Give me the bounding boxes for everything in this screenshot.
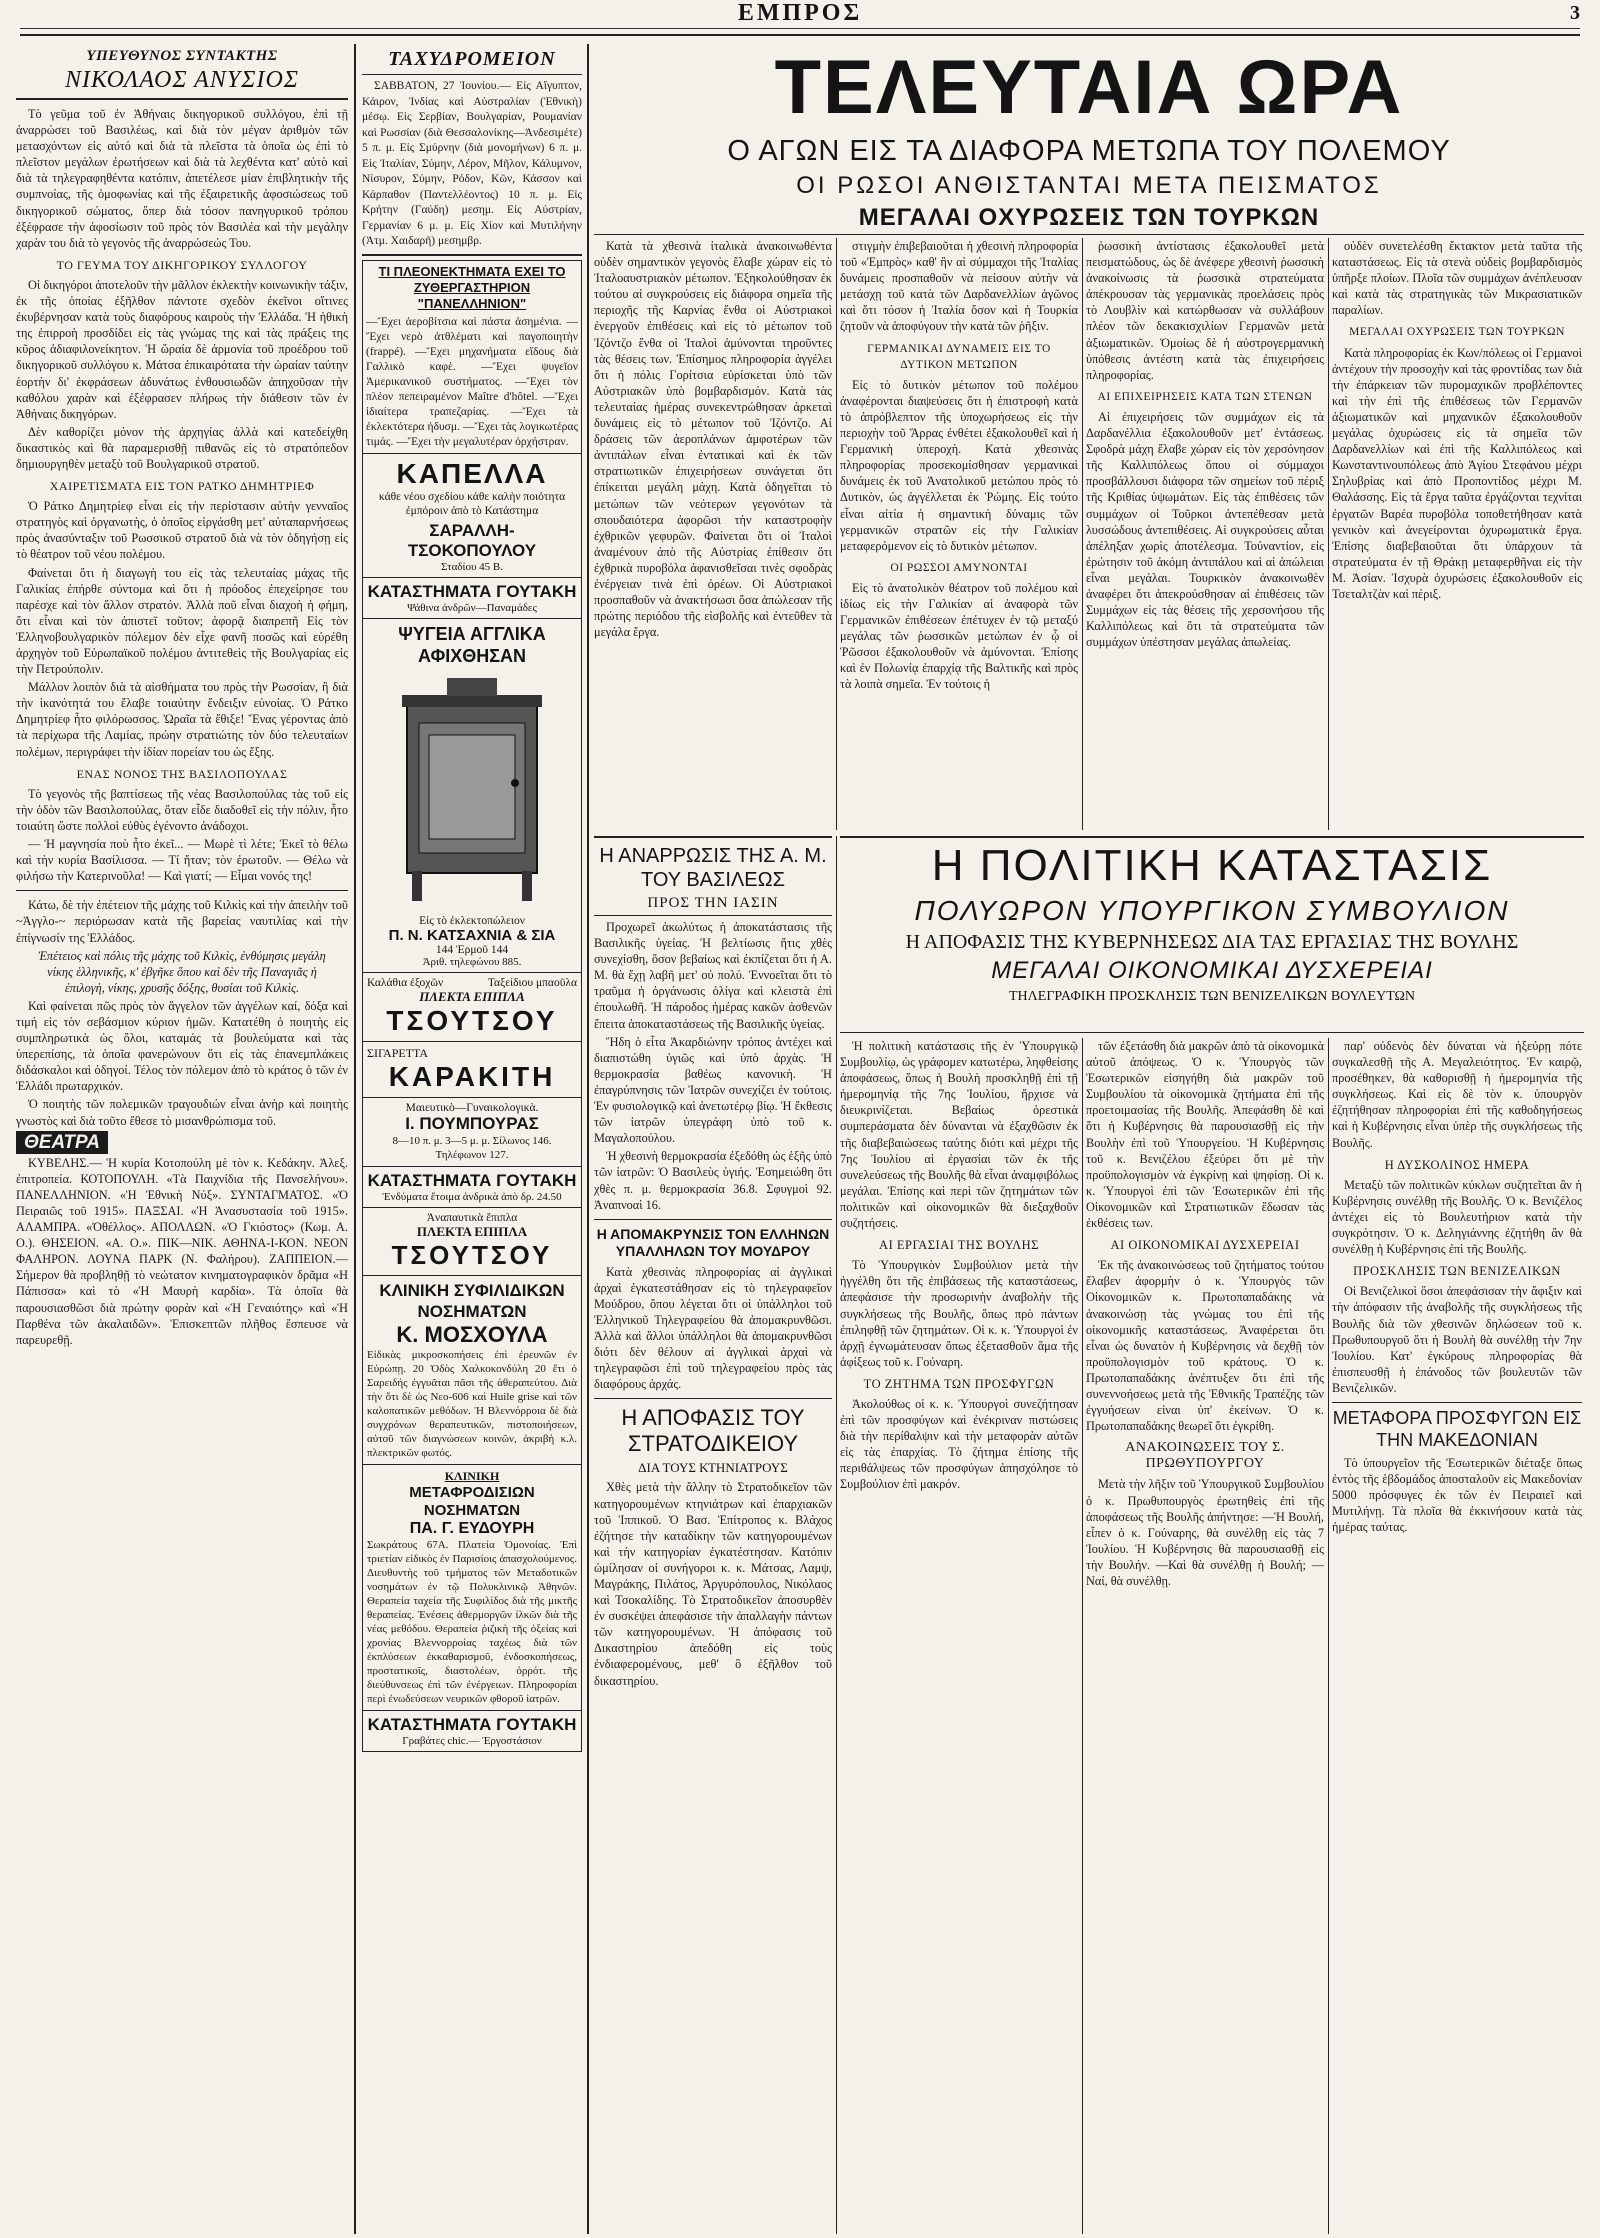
pol-line3: ΜΕΓΑΛΑΙ ΟΙΚΟΝΟΜΙΚΑΙ ΔΥΣΧΕΡΕΙΑΙ — [991, 957, 1433, 984]
ad9-sub: ΠΛΕΚΤΑ ΕΠΙΠΛΑ — [416, 1223, 528, 1239]
ad9-brand: ΤΣΟΥΤΣΟΥ — [391, 1239, 553, 1270]
left-p8: Κάτω, δὲ τὴν ἐπέτειον τῆς μάχης τοῦ Κιλκὶς καὶ τὴν ἀπειλὴν τοῦ ~Ἀγγλο-~ περιόρωσαν κατὰ τῆς βαρείας ναυτιλίας καὶ τὴν ἐπίγνωσίν της Ἑλλάδος. — [16, 898, 348, 945]
ad6-brand: ΚΑΡΑΚΙΤΗ — [388, 1060, 556, 1092]
ad4-addr: 144 Ἑρμοῦ 144 — [435, 943, 509, 956]
post-text: ΣΑΒΒΑΤΟΝ, 27 Ἰουνίου.— Εἰς Αἴγυπτον, Κάιρον, Ἰνδίας καὶ Αὐστραλίαν (Ἐθνικὴ) μέσῳ. Εἰς Σερβίαν, Βουλγαρίαν, Ρουμανίαν καὶ Ρωσσίαν (διὰ Θεσσαλονίκης—Ἀνδεσιμέτε) 5 π. μ. Εἰς Σμύρνην (διὰ μονομήνων) 6 π. μ. Εἰς Ἰταλίαν, Σύμην, Λέρον, Μῆλον, Κάλυμνον, Νίσυρον, Σύμην, Ρόδον, Κῶν, Κάσσον καὶ Κάρπαθον (Παντελλέοντος) 10 π. μ. Εἰς Κρήτην (Γαύδη) μεσημ. Εἰς Αὐστρίαν, Γερμανίαν 6 μ. μ. Εἰς Χίον καὶ Μυτιλήνην (Ἀτμ. Χαιδαρῆ) μεσημβρ. — [362, 80, 582, 247]
pol-c3-p2: Μεταξὺ τῶν πολιτικῶν κύκλων συζητεῖται ἂν ἡ Κυβέρνησις συνέλθῃ τῆς Βουλῆς. Ὁ κ. Βενιζέλος ἀντέχει εἰς τὸ Βουλευτήριον κατὰ τὴν συγκρότησιν. Ὁ κ. Δεληγιάννης ἐζητήθη ἂν θὰ συνέλθῃ ἡ Κυβέρνησις ἐπὶ τῆς Βουλῆς. — [1332, 1177, 1582, 1257]
ad3-title: ΚΑΤΑΣΤΗΜΑΤΑ ΓΟΥΤΑΚΗ — [367, 581, 577, 601]
war-c4-p2: Κατὰ πληροφορίας ἐκ Κων/πόλεως οἱ Γερμανοὶ ἀντέχουν τὴν προσοχὴν καὶ τὰς φροντίδας των διὰ τὴν ἐπάρκειαν τῶν πυρομαχικῶν προβλέποντες καὶ τὴν ἐπὶ τῆς ἐπιθέσεως τῶν Γερμανῶν ἀξιωματικῶν καὶ μηχανικῶν ἐξακολουθοῦν μεγάλας ὀχυρώσεις εἰς τὰ σημεῖα τῶν Δαρδανελλίων καὶ ἐπὶ τῆς Καλλιπόλεως καὶ Κωνσταντινουπόλεως ἀπὸ Ἁγίου Στεφάνου μέχρι Σηλυβρίας καὶ ἀπὸ Προποντίδος μέχρι Μ. Θαλάσσης. Εἰς τὰ ἔργα ταῦτα ἐργάζονται τεχνίται ἐργατῶν Βαρέα πυροβόλα τοποθετήθησαν κατὰ γενικὸν καὶ ἀνεγείρονται ὀχυρωματικὰ ἔργα. Ἐπίσης διαβεβαιοῦται ὅτι ὑπάρχουν τὰ στρατεύματα ἐν τῇ Θράκῃ μεταφερθῆναι εἰς τὴν Μ. Ἀσίαν. Ἰσχυρὰ ὀχυρώσεις ἐξακολουθοῦν εἰς Τσεταλτζὰν καὶ πέριξ. — [1332, 345, 1582, 601]
ad7-top: Μαιευτικὸ—Γυναικολογικὰ. — [405, 1101, 539, 1114]
ad-poumpouras — [362, 1098, 582, 1167]
ad8-title: ΚΑΤΑΣΤΗΜΑΤΑ ΓΟΥΤΑΚΗ — [367, 1170, 577, 1190]
war-col-2 — [840, 238, 1078, 830]
editor-name: ΝΙΚΟΛΑΟΣ ΑΝΥΣΙΟΣ — [16, 67, 348, 100]
left-sub1: ΤΟ ΓΕΥΜΑ ΤΟΥ ΔΙΚΗΓΟΡΙΚΟΥ ΣΥΛΛΟΓΟΥ — [56, 257, 308, 272]
pol-col-3 — [1332, 1038, 1582, 2234]
pol-col-2 — [1086, 1038, 1324, 2234]
masthead-title: ΕΜΠΡΟΣ — [737, 0, 863, 26]
ad1-title: ΤΙ ΠΛΕΟΝΕΚΤΗΜΑΤΑ ΕΧΕΙ ΤΟ ΖΥΘΕΡΓΑΣΤΗΡΙΟΝ "ΠΑΝΕΛΛΗΝΙΟΝ" — [378, 263, 566, 311]
left-p5: Φαίνεται ὅτι ἡ διαγωγὴ του εἰς τὰς τελευταίας μάχας τῆς Γαλικίας ἐπήρθε σύντομα καὶ ὅτι ἡ πρόοδος ἐπεχείρησε του παρέσχε καὶ τὸν ἄλλον στρατόν. Ἀλλὰ ποῦ εἶναι διαχοὴ ἡ φήμη, ὅτι εἶναι καὶ τὸν ἀπιστεῖ τοῦτον; ἀφορᾷ διαπρεπῆ Εἰς τὸν Ἑλληνοβουλγαρικὸν πόλεμον δὲν εἶχε φανῆ ποσῶς καὶ εὑρέθη ἀρχηγὸν τοῦ Εὐρωπαϊκοῦ πολέμου ἀντιτεθεὶς τῆς Βουλγαρίας εἰς τὴν Πετρούπολιν. — [16, 565, 348, 677]
pol-col-1 — [840, 1038, 1078, 2234]
pol-line2: Η ΑΠΟΦΑΣΙΣ ΤΗΣ ΚΥΒΕΡΝΗΣΕΩΣ ΔΙΑ ΤΑΣ ΕΡΓΑΣΙΑΣ ΤΗΣ ΒΟΥΛΗΣ — [905, 931, 1519, 953]
ad4-shop: Π. Ν. ΚΑΤΣΑΧΝΙΑ & ΣΙΑ — [388, 926, 556, 944]
column-left — [16, 48, 348, 2234]
war-c2-p3: Εἰς τὸ ἀνατολικὸν θέατρον τοῦ πολέμου καὶ ἰδίως εἰς τὴν Γαλικίαν αἱ ἀναφορὰ τῶν Γερμανικῶν ἐπιθέσεων ἐπέτυχεν ἐν τῷ μεταξύ μεγάλας τῶν ῥωσσικῶν μετώπων ἐν ᾧ οἱ Ῥῶσσοι ἐξακολουθοῦν νὰ ἀμύνονται. Ἐπίσης καὶ ἐν Πολωνίᾳ ἐπαρχίᾳ τῆς Βαλτικῆς καὶ πρὸς τὰ λοιπὰ σημεῖα. Ἐν τούτοις ἡ — [840, 580, 1078, 692]
war-c3-p2: Αἱ ἐπιχειρήσεις τῶν συμμάχων εἰς τὰ Δαρδανέλλια ἐξακολουθοῦν μετ' ἐντάσεως. Σφοδρὰ μάχη ἔλαβε χώραν εἰς τὸν χερσόνησον τῆς Καλλιπόλεως ὅπου οἱ σύμμαχοι προσβάλλουσι διάφορα τῶν σημείων τοῦ πέριξ τῆς Κριθίας ὑψωμάτων. Εἰς τὰς ἐπιθέσεις τῶν συμμάχων οἱ Τοῦρκοι ἀντεπέθεσαν μετὰ λυσσώδους ἀντεπιθέσεις. Αἱ συγκρούσεις αὗται ἀπέληξαν χωρὶς ἀποτέλεσμα. Τοὐναντίον, εἰς ἐρώτησιν τοῦ ἀκόμη ἀντιπάλου καὶ αἱ ἀπώλειαι εἶναι μεγάλαι. Τουρκικὸν ἀνακοινωθὲν ἀναφέρει ὅτι ἀπεκρούσθησαν αἱ ἐπιθέσεις τῶν Συμμάχων εἰς τὰς θέσεις τῆς χερσονήσου τῆς Καλλιπόλεως καὶ ὅτι τὰ στρατεύματα τῶν συμμάχων ὑπέστησαν μεγάλας ἀπωλείας. — [1086, 409, 1324, 650]
banner-line2: ΟΙ ΡΩΣΟΙ ΑΝΘΙΣΤΑΝΤΑΙ ΜΕΤΑ ΠΕΙΣΜΑΤΟΣ — [796, 172, 1382, 199]
mid-column — [594, 836, 832, 2234]
pol-c3-h3: ΜΕΤΑΦΟΡΑ ΠΡΟΣΦΥΓΩΝ ΕΙΣ ΤΗΝ ΜΑΚΕΔΟΝΙΑΝ — [1332, 1402, 1582, 1451]
fridge-illustration — [387, 673, 557, 909]
war-c3-h1: ΑΙ ΕΠΙΧΕΙΡΗΣΕΙΣ ΚΑΤΑ ΤΩΝ ΣΤΕΝΩΝ — [1097, 390, 1313, 403]
mid-p5: Χθὲς μετὰ τὴν ἄλλην τὸ Στρατοδικεῖον τῶν κατηγορουμένων κτηνιάτρων καὶ ἐπαρχιακῶν τοῦ Ἱππικοῦ. Ὁ Βασ. Ἐπίτροπος κ. Βλάχος ἐζήτησε τὴν καταδίκην τῶν κατηγορουμένων καὶ τὴν κατηγορίαν ἐγκατέστησαν. Κατόπιν ὡμίλησαν οἱ συνήγοροι κ. κ. Μάτσας, Λαμψ, Μαγράκης, Πιλάτος, Ἀργυρόπουλος, Νικόλαος καὶ Τσοκαλίδης. Τὸ Στρατοδικεῖον ἀποσυρθὲν ἐν συσκέψει ἀπεφάσισε τὴν ἀπαλλαγὴν πάντων τῶν κατηγορουμένων. Ἡ ἀπόφασις τοῦ Δικαστηρίου ἀπεδόθη εἰς τοὺς ἐνδιαφερομένους, μεθ' ὃ ἐξῆλθον τοῦ δικαστηρίου. — [594, 1480, 832, 1688]
ad-goutaki-1 — [362, 578, 582, 619]
banner-line1: Ο ΑΓΩΝ ΕΙΣ ΤΑ ΔΙΑΦΟΡΑ ΜΕΤΩΠΑ ΤΟΥ ΠΟΛΕΜΟΥ — [727, 135, 1451, 167]
left-p6: Μάλλον λοιπὸν διὰ τὰ αἰσθήματα του πρὸς τὴν Ρωσσίαν, ἢ διὰ τὴν ἱκανότητά του ἔλαβε τοιαύτην ἔνδειξιν εὐνοίας. Ὁ Ράτκο Δημητρίεφ ἦτο φιλόρωσσος. Ὡραῖα τὰ ἔθιξε! Ἕνας γέροντας ἀπὸ τὰ περίχωρα τῆς Λαμίας, πρώην στρατιώτης τὸν δύο τελευταίων πολέμων, περιγράφει τὴν ἰδίαν πορείαν του ὡς ἔξης. — [16, 680, 348, 759]
pol-c2-h1: ΑΙ ΟΙΚΟΝΟΜΙΚΑΙ ΔΥΣΧΕΡΕΙΑΙ — [1110, 1238, 1300, 1253]
politics-header — [840, 836, 1584, 1028]
mid-p4: Κατὰ χθεσινὰς πληροφορίας αἱ ἀγγλικαὶ ἀρχαὶ ἐγκατεστάθησαν εἰς τὸ τηλεγραφεῖον Μούδρου, ὅπου λέγεται ὅτι οἱ ὑπάλληλοι τοῦ Ἑλληνικοῦ Τηλεγραφείου θὰ ἀπομακρυνθῶσι. Ἀλλὰ καὶ ἄλλοι ὑπάλληλοι θὰ ἀπομακρυνθῶσι διότι δὲν θέλουν αἱ ἀγγλικαὶ ἀρχαὶ νὰ τηλεγραφῶσι ἐπὶ τοῦ τηλεγραφείου πρὸς τὰς διαφόρους ἀρχάς. — [594, 1264, 832, 1392]
banner-title: ΤΕΛΕΥΤΑΙΑ ΩΡΑ — [774, 45, 1404, 130]
ad6-pre: ΣΙΓΑΡΕΤΤΑ — [367, 1045, 429, 1060]
pol-c2-p3: Μετὰ τὴν λῆξιν τοῦ Ὑπουργικοῦ Συμβουλίου ὁ κ. Πρωθυπουργὸς ἐρωτηθεὶς ἐπὶ τῆς ἀποφάσεως τῆς Βουλῆς ἀπήντησε: —Ἡ Βουλή, εἶπεν ὁ κ. Γούναρης, θὰ συνέλθῃ εἰς τὰς 7 Ἰουλίου. Ἡ Κυβέρνησις θὰ παρουσιασθῇ εἰς τὴν Βουλήν. —Καὶ θὰ συνέλθῃ ἡ Βουλή; —Ναί, θὰ συνέλθῃ. — [1086, 1477, 1324, 1588]
left-p2: Οἱ δικηγόροι ἀποτελοῦν τὴν μᾶλλον ἐκλεκτὴν κοινωνικὴν τάξιν, ἐκ τῆς ὁποίας ἐξῆλθον πάντοτε σχεδὸν ἐκεῖνοι οἵτινες ἐκυβέρνησαν κατὰ τοὺς διαφόρους καιροὺς τὴν Ἑλλάδα. Ἡ ἠθικὴ της ἐπιρροὴ προσδίδει εἰς τὰς γνώμας της καὶ τὰς πράξεις της κῦρος ἀδιαφιλονείκητον. Ἡ ὥραία δὲ ἀρμονία τοῦ προέδρου τοῦ δικηγορικοῦ συλλόγου κ. Μάτσα ἐπικαιρότατα τὴν ὡραίαν ταύτην ἑορτὴν δι' ἐκφράσεων ἀδυνάτως ἐνθουσιωδῶν ἀπηχοῦσαν τὴν καθόλου χαρὰν καὶ ἐξέφρασεν πλήρως τὴν διάθεσιν τῶν ἐν Ἀθήναις δικηγόρων. — [16, 277, 348, 421]
pol-c3-h2: ΠΡΟΣΚΛΗΣΙΣ ΤΩΝ ΒΕΝΙΖΕΛΙΚΩΝ — [1353, 1264, 1561, 1279]
left-sub2: ΧΑΙΡΕΤΙΣΜΑΤΑ ΕΙΣ ΤΟΝ ΡΑΤΚΟ ΔΗΜΗΤΡΙΕΦ — [49, 479, 315, 494]
ad11-name: ΠΑ. Γ. ΕΥΔΟΥΡΗ — [409, 1519, 535, 1537]
prosfyges-h1: ΤΟ ΖΗΤΗΜΑ ΤΩΝ ΠΡΟΣΦΥΓΩΝ — [863, 1376, 1055, 1391]
war-col-3 — [1086, 238, 1324, 830]
left-p9: Καὶ φαίνεται πῶς πρὸς τὸν ἄγγελον τῶν ἀγγέλων καί, δόξα καὶ τιμή εἰς τὸν σεβάσμιον κύριον ἡμῶν. Κατατέθη ὁ ποιητὴς εἰς συμπληρωτικὰ ὡς ὅλοι, καταμάς τὰ βουλεύματα καὶ τὰς ὑπερεπίσης, τὰ ὁποῖα φανερώνουν ὅτι εἰς τὰς ἐπανεμπλάκεις διδάσκαλοι καὶ ὁδηγοί. Τέλος τὸν πόλεμον ἀπὸ τὸ κράτος ὁ τῶν ἐν Ἑλλάδι πρωταρχικόν. — [16, 998, 348, 1094]
theatre-text: ΚΥΒΕΛΗΣ.— Ἡ κυρία Κοτοπούλη μὲ τὸν κ. Κεδάκην. Ἀλεξ. ἐπιτροπεία. ΚΟΤΟΠΟΥΛΗ. «Τὰ Παιχνίδια τῆς Πανσελήνου». ΠΑΝΕΛΛΗΝΙΟΝ. «Ἡ Ἐθνικὴ Νύξ». ΣΥΝΤΑΓΜΑΤΟΣ. «Ὁ Πειραιῶς τοῦ 1915». ΠΑΞΣΑΙ. «Ἡ Ἀνασυστασία τοῦ 1915». ΑΛΑΜΠΡΑ. «Ὀθέλλος». ΑΠΟΛΛΩΝ. «Ὁ Γκιόστος» (Κωμ. Α. Ο.). ΘΗΣΕΙΟΝ. «Α. Ο.». ΠΙΚ—ΝΙΚ. ΑΘΗΝΑ-Ι-ΚΟΝ. ΝΕΟΝ ΦΑΛΗΡΟΝ. ΛΟΥΝΑ ΠΑΡΚ (Ν. Φαλήρου). ΖΑΠΠΕΙΟΝ.— Σήμερον θὰ προβληθῇ τὸ νεώτατον κινηματογραφικὸν δρᾶμα «Η Πάπισσα» καὶ τὸ «Ἡ Μαυρὴ καρδία». Τὰ ὁποῖα θὰ παρουσιασθῶσι διὰ πρώτην φορὰν καὶ «Ἡ Γεναιότης» καὶ «Ἡ Παρθένα τῶν ἀκαλαιδῶν». Ἐπισκεπτῶν πλῆθος ἔσπευσε νὰ παρευρεθῇ. — [16, 1155, 348, 1347]
pol-c2-p2: Ἐκ τῆς ἀνακοινώσεως τοῦ ζητήματος τούτου ἔλαβεν ἀφορμὴν ὁ κ. Ὑπουργὸς τῶν Οἰκονομικῶν κ. Πρωτοπαπαδάκης νὰ ἀνακοινώσῃ τὰς γνώμας του ἐπὶ τῆς οἰκονομικῆς καταστάσεως. Ἀναφέρεται ὅτι εἶναι ὡς δυνατὸν ἡ Κυβέρνησις νὰ δεχθῇ τὸν προϋπολογισμὸν τοῦ κράτους. Ὁ κ. Πρωτοπαπαδάκης ἀνέπτυξεν ὅτι ἐπὶ τῆς συνεννοήσεως μετὰ τῆς Ἐθνικῆς Τραπέζης τῶν ἐγγυήσεων εἰναι ὑπ' ἐκείνων. Ὁ κ. Πρωτοπαπαδάκης θεωρεῖ ὅτι ἐγκρίθη. — [1086, 1258, 1324, 1434]
war-c2-p2: Εἰς τὸ δυτικὸν μέτωπον τοῦ πολέμου ἀναφέρονται διαψεύσεις ὅτι ἡ ἐπιστροφὴ κατὰ τὸ ἀπρόβλεπτον τῆς ὑποχωρήσεως εἰς τὴν περιοχὴν τοῦ Ἄρρας ἐνθέτει ἐξακολουθεῖ καὶ ἡ Γερμανικὴ ὑπεροχὴ. Κατὰ χθεσινὰς πληροφορίας προσεκομίσθησαν γερμανικαὶ δυνάμεις ἐκ τοῦ Ἀνατολικοῦ μετώπου πρὸς τὸ Δυτικὸν, ὡς ἀγγέλλεται ἐκ Ῥώμης. Εἰς τούτο εἶναι αἰτία ἡ σημαντικὴ δύναμις τῶν γερμανικῶν στρατῶν εἰς τὴν Γαλικίαν μεταφερόμενον εἰς τὸ δυτικὸν μέτωπον. — [840, 377, 1078, 553]
pol-line1: ΠΟΛΥΩΡΟΝ ΥΠΟΥΡΓΙΚΟΝ ΣΥΜΒΟΥΛΙΟΝ — [914, 895, 1510, 926]
ad3-sub: Ψάθινα ἀνδρῶν—Παναμάδες — [407, 601, 537, 614]
column-ads — [362, 48, 582, 2234]
editor-label: ΥΠΕΥΘΥΝΟΣ ΣΥΝΤΑΚΤΗΣ — [86, 48, 278, 64]
left-sub3: ΕΝΑΣ ΝΟΝΟΣ ΤΗΣ ΒΑΣΙΛΟΠΟΥΛΑΣ — [76, 766, 288, 781]
pol-c1-h1: ΑΙ ΕΡΓΑΣΙΑΙ ΤΗΣ ΒΟΥΛΗΣ — [879, 1238, 1039, 1253]
left-p3: Δὲν καθορίζει μόνον τὴς ἀρχηγίας ἀλλὰ καὶ κατεδείχθη δικαστικὸς καὶ θὰ παραμερισθῇ πιθανῶς εἰς τὸ στρατόπεδον δημιουργηθὲν μεταξὺ τοῦ Βουλγαρικοῦ στρατοῦ. — [16, 424, 348, 471]
pol-c3-h1: Η ΔΥΣΚΟΛΙΝΟΣ ΗΜΕΡΑ — [1384, 1157, 1530, 1172]
mid-p1: Προχωρεῖ ἀκωλύτως ἡ ἀποκατάστασις τῆς Βασιλικῆς ὑγείας. Ἡ βελτίωσις ἥτις χθὲς συνεχίσθη, ὅσον βεβαίως καὶ ἐκπίζεται ὅτι ἡ Α. Μ. θὰ ἔχῃ λαβῆ μετ' οὐ πολύ. Ἐννοεῖται ὅτι τὸ τραῦμα ἡ ὀργάνωσις ὀλίγα καὶ κλειστὰ ἐπὶ ἐπουλωθῆ. Ἡ πάροδος ἡμέρας κακῶν ἀσθενῶν ἔπειτα ἀποκαταστάσεως τῆς Βασιλικῆς ὑγείας. — [594, 920, 832, 1031]
banner-line3: ΜΕΓΑΛΑΙ ΟΧΥΡΩΣΕΙΣ ΤΩΝ ΤΟΥΡΚΩΝ — [858, 204, 1320, 231]
post-head: ΤΑΧΥΔΡΟΜΕΙΟΝ — [362, 48, 582, 75]
war-c2-p1: στιγμὴν ἐπιβεβαιοῦται ἡ χθεσινὴ πληροφορία τοῦ «Ἐμπρὸς» καθ' ἣν αἱ σύμμαχοι τῆς Ἰταλίας δυνάμεις προσπαθοῦν νὰ πείσουν αὐτὴν νὰ μετάσχῃ τοῦ κατὰ τῶν Δαρδανελλίων ἀγῶνος καὶ ὅτι τόσον ἡ Ἰταλία ὅσον καὶ ἡ Τουρκία ζητοῦν νὰ ἀποφύγουν τὴν κατὰ τῶν ῥῆξιν. — [840, 239, 1078, 334]
ad-kapella — [362, 454, 582, 578]
war-c1: Κατὰ τὰ χθεσινὰ ἰταλικὰ ἀνακοινωθέντα οὐδὲν σημαντικὸν γεγονὸς ἔλαβε χώραν εἰς τὸ Ἰταλοαυστριακὸν μέτωπον. Ἐξηκολούθησαν ἐκ τούτου αἱ συγκρούσεις εἰς διάφορα σημεῖα τῆς περιοχῆς τῆς Καρνίας ἔνθα οἱ Αὐστριακοὶ ἐνεργοῦν ἐπιθέσεις καὶ εἰς τὸ μέτωπον τοῦ Ἰζόντζο ἔνθα οἱ Ἰταλοὶ ἀμύνονται τηροῦντες τὰς θέσεις των. Ἐπίσημος πληροφορία ἀγγέλει ὅτι ἡ πόλις Γορίτσια εὑρίσκεται ὑπὸ τῶν Αὐστριακῶν ὑπὸ βομβαρδισμόν. Κατὰ τὰς τελευταίας ἡμέρας συνεκεντρώθησαν ἀρκεταὶ δυνάμεις εἰς τὸ μέτωπον τοῦ Ἰζόντζο. Αἱ δράσεις τῶν ἀεροπλάνων ἀμφοτέρων τῶν ἀντιπάλων εἶναι ἐντατικαὶ καὶ ἐκ τῶν στρατιωτικῶν ἐπιχειρήσεων συνάγεται ὅτι ἐπίκειται μεγάλη μάχη. Κατὰ ὁδηγεῖται τὸ μετώπων τῶν νεότερων γεγονότων τὰ σπουδαιότερα ἀφορῶσι τὴν καταστροφὴν ἐχθρικῶν γεφυρῶν. Φαίνεται ὅτι οἱ Ἰταλοὶ ἀναμένουν ἀπὸ τῆς Αὐστρίας ἐπίθεσιν ὅτι ἐχθρικὰ πυροβόλα ἀφανισθεῖσαι τινὲς σφοδρὰς ἐνέργειαν τινὰ ἐπὶ ὀρέων. Οἱ Αὐστριακοὶ προσπαθοῦν νὰ ἀνακτήσωσι ὅσα ἀπώλεσαν τῆς πρώτης περιόδου τῆς εἰσβολῆς καὶ ἐντεῦθεν τὰ μεγάλα ἔργα. — [594, 239, 832, 640]
left-p10: Ὁ ποιητὴς τῶν πολεμικῶν τραγουδιών εἶναι ἀνὴρ καὶ ποιητὴς γνωστὸς καὶ διὰ τοῦτο ἔθεσε τὸ μισανθρώπισμα τοῦ. — [16, 1097, 348, 1128]
ad12-title: ΚΑΤΑΣΤΗΜΑΤΑ ΓΟΥΤΑΚΗ — [367, 1714, 577, 1734]
page-number: 3 — [1570, 2, 1580, 24]
pol-c3-p3: Οἱ Βενιζελικοὶ ὅσοι ἀπεφάσισαν τὴν ἄφιξιν καὶ τὴν ἀπόφασιν τῆς ἀναβολῆς τῆς συγκλήσεως τῆς Βουλῆς διὰ τῶν χθεσινῶν δηλώσεων τοῦ κ. Πρωθυπουργοῦ ὅτι ἡ Βουλὴ θὰ συνέλθῃ τὴν 7ην Ἰουλίου. Κατ' ἐγκύρους πληροφορίας θὰ ἐπισπευσθῇ ἡ ἐπάνοδος τῶν βουλευτῶν τῶν Βενιζελικῶν. — [1332, 1284, 1582, 1395]
ad8-sub: Ἐνδύματα ἔτοιμα ἀνδρικὰ ἀπὸ δρ. 24.50 — [382, 1190, 562, 1203]
war-c2-h2: ΟΙ ΡΩΣΣΟΙ ΑΜΥΝΟΝΤΑΙ — [890, 561, 1028, 574]
pol-line4: ΤΗΛΕΓΡΑΦΙΚΗ ΠΡΟΣΚΛΗΣΙΣ ΤΩΝ ΒΕΝΙΖΕΛΙΚΩΝ ΒΟΥΛΕΥΤΩΝ — [1008, 989, 1416, 1004]
ad-goutaki-2 — [362, 1167, 582, 1208]
war-c3-p1: ῥωσσικὴ ἀντίστασις ἐξακολουθεῖ μετὰ πεισματώδους, ὡς δὲ ἀνέφερε χθεσινὴ ῥωσσικὴ ἀνακοίνωσις τὰ ῥωσσικὰ στρατεύματα ἀπέκρουσαν τὰς γερμανικὰς προελάσεις πρὸς τὸ Λουβλὶν καὶ κατώρθωσαν νὰ συλλάβουν πλέον τῶν δεκακισχιλίων Γερμανῶν μετὰ ἀξιωματικῶν. Ὁμοίως δὲ ἡ αὐστρογερμανικὴ ὑπόθεσις ἀντέστη κατὰ τὰς ἐπιχειρήσεις πληροφορίας. — [1086, 239, 1324, 382]
ad2-text: κάθε νέου σχεδίου κάθε καλὴν ποιότητα ἐμπόροιν ἀπὸ τὸ Κατάστημα — [378, 490, 566, 517]
ad5-right: Ταξείδιου μπαοῦλα — [487, 976, 577, 989]
ad-evdouri — [362, 1465, 582, 1711]
mid-h1: Η ΑΝΑΡΡΩΣΙΣ ΤΗΣ Α. Μ. ΤΟΥ ΒΑΣΙΛΕΩΣ — [599, 845, 827, 891]
ad10-text: Εἰδικὰς μικροσκοπήσεις ἐπὶ ἐρευνῶν ἐν Εὐρώπῃ. 20 Ὁδὸς Χαλκοκονδύλη 20 ἔτι ὁ Σαρειδής ἐγγυᾶται πᾶσι τῆς ἀθεραπεύτου. Διὰ τὴν ὅτι δὲ ὡς Νεο-606 καὶ Huile grise καὶ τῶν καλοπατικῶν μεθόδων. Ἡ Βλεννόρροια δὲ διὰ συγχρόνων θεραπευτικῶν, πιστοποιήσεων, αὐτοῦ τῶν διαγνώσεων κοινῶν, ἀκριβὴ κ.λ. πλεκτρικῶν φωτός. — [367, 1348, 577, 1459]
ad-karakiti — [362, 1042, 582, 1098]
pol-c1-p1: Ἡ πολιτικὴ κατάστασις τῆς ἐν Ὑπουργικῷ Συμβουλίῳ, ὡς γράφομεν κατωτέρω, ληφθείσης ἀποφάσεως, ὅπως ἡ Βουλὴ προσκληθῇ ἐπὶ τῇ ἡμερομηνίᾳ τῆς 7ης Ἰουλίου, ἤρχισε νὰ διευκρινίζεται. Βεβαίως ὀρεστικὰ συμπεράσματα δὲν δύνανται νὰ ἐξαχθῶσιν ἐκ τῆς διαβεβαιώσεως ταύτης διότι καὶ μέχρι τῆς 7ης Ἰουλίου αἱ ἐργασίαι τῶν ἐκ τῆς συνελεύσεως τῆς Βουλῆς θὰ εἶναι ἀναμφιβόλως μεγάλαι. Ἐπίσης καὶ περὶ τῶν ζητημάτων τῶν πολιτικῶν καὶ οἰκονομικῶν θὰ διεξαχθοῦν συζητήσεις. — [840, 1039, 1078, 1231]
war-c4-p1: οὐδὲν συνετελέσθη ἔκτακτον μετὰ ταῦτα τῆς καταστάσεως. Εἰς τὰ στενὰ οὐδεὶς βομβαρδισμὸς ὑπῆρξε πλοίων. Πλοῖα τῶν συμμάχων ἀνέπλευσαν καὶ κατὰ τὰς στρατηγικὰς τῶν Μικρασιατικῶν παραλίων. — [1332, 239, 1582, 318]
banner — [594, 46, 1584, 232]
ad5-sub: ΠΛΕΚΤΑ ΕΠΙΠΛΑ — [419, 988, 525, 1004]
pol-c3-p4: Τὸ ὑπουργεῖον τῆς Ἐσωτερικῶν διέταξε ὅπως ἐντὸς τῆς ἑβδομάδος ἀποσταλοῦν εἰς Μακεδονίαν 5000 πρόσφυγες ἐκ τῶν ἐν Πειραιεῖ καὶ Μυτιλήνῃ. Τὰ πλοῖα θὰ ἐκκινήσουν κατὰ τὰς ἡμέρας ταύτας. — [1332, 1455, 1582, 1535]
ad10-name: Κ. ΜΟΣΧΟΥΛΑ — [396, 1321, 548, 1347]
ad9-top: Ἀναπαυτικὰ ἔπιπλα — [426, 1211, 518, 1224]
ad-tsoutsou-1 — [362, 973, 582, 1042]
ad10-title: ΚΛΙΝΙΚΗ ΣΥΦΙΛΙΔΙΚΩΝ ΝΟΣΗΜΑΤΩΝ — [379, 1280, 565, 1321]
ad11-text: Σωκράτους 67Α. Πλατεία Ὁμονοίας. Ἐπὶ τριετίαν εἰδικὸς ἐν Παρισίοις ἀπασχολούμενος. Διευθυντὴς τοῦ τμήματος τῶν Μεταδοτικῶν νοσημάτων ἐν τῷ Πολυκλινικῷ Ἀθηνῶν. Θεραπεία ταχεία τῆς Συφιλίδος διὰ τῆς μικτῆς θεραπείας. Ἐνέσεις ἀθερμοργῶν ἰλκῶν διὰ τῆς νέας μεθόδου. Θεραπεία ῥιζικὴ τῆς ὀξείας καὶ χρονίας Βλεννορροίας ταχέως διὰ τῶν ἐκπλύσεων ἐκκαθαρισμοῦ, ἐνδοσκοπήσεως, προστατικοῖς, διαστολέων, ὀρρότ. τῆς διεύθυνσεως ἐπὶ τῶν ἐνέργειων. Πληροφορίαι περὶ ἐνωδεύσεων νευρικῶν φθοροῦ ἰατρῶν. — [367, 1538, 577, 1705]
ad-moschoula — [362, 1276, 582, 1465]
pol-c3-p1: παρ' οὐδενὸς δὲν δύναται νὰ ἠξεύρῃ πότε συγκαλεσθῇ τῆς Α. Μεγαλειότητος. Ἐν καιρῷ, προσέθηκεν, θὰ καθορισθῇ ἡ ἡμερομηνία τῆς συγκλήσεως. Καὶ εἰς δὲ τὸν κ. ὑπουργὸν ἐζητήθησαν πληροφορίαι ἐπὶ τῆς καθοδηγήσεως καὶ ἡ Κυβέρνησις εἶναι ὑπὲρ τῆς συγκλήσεως τῆς Βουλῆς. — [1332, 1039, 1582, 1150]
war-c4-h1: ΜΕΓΑΛΑΙ ΟΧΥΡΩΣΕΙΣ ΤΩΝ ΤΟΥΡΚΩΝ — [1349, 326, 1565, 339]
ad2-title: ΚΑΠΕΛΛΑ — [396, 457, 548, 489]
war-c2-h1: ΓΕΡΜΑΝΙΚΑΙ ΔΥΝΑΜΕΙΣ ΕΙΣ ΤΟ ΔΥΤΙΚΟΝ ΜΕΤΩΠΟΝ — [867, 342, 1051, 371]
ad1-text: —Ἔχει ἀεροβίτσια καὶ πάστα ἀσημένια. —Ἔχει νερὸ ἀτθλέματι καὶ παγοποιητὴν (frappé). —Ἔχει μηχανήματα εἴδους διὰ Γαλλικὸ καφὲ. —Ἔχει ψυγεῖον Ἀμερικανικοῦ συστήματος. —Ἔχει τὸν πλέον πεπειραμένον Maître d'hôtel. —Ἔχει ἰδιαίτερα τραπεζαρίας. —Ἔχει τὰ ἐκλεκτότερα ἡδυσμ. —Ἔχει τὰς λογικωτέρας τιμάς. —Ἔχει τὴν μεγαλυτέραν ὀρχήστραν. — [366, 315, 578, 448]
ad2-shop: ΣΑΡΑΛΛΗ-ΤΣΟΚΟΠΟΥΛΟΥ — [407, 520, 537, 560]
pol-title: Η ΠΟΛΙΤΙΚΗ ΚΑΤΑΣΤΑΣΙΣ — [931, 841, 1493, 890]
mid-h3: Η ΑΠΟΦΑΣΙΣ ΤΟΥ ΣΤΡΑΤΟΔΙΚΕΙΟΥ — [621, 1405, 805, 1457]
pol-c2-h2: ΑΝΑΚΟΙΝΩΣΕΙΣ ΤΟΥ Σ. ΠΡΩΘΥΠΟΥΡΓΟΥ — [1125, 1440, 1285, 1472]
ad-goutaki-3 — [362, 1711, 582, 1752]
mid-h3-sub: ΔΙΑ ΤΟΥΣ ΚΤΗΝΙΑΤΡΟΥΣ — [638, 1460, 788, 1476]
left-p4: Ὁ Ράτκο Δημητρίεφ εἶναι εἰς τὴν περίστασιν αὐτὴν γενναῖος στρατηγὸς καὶ ὀργανωτὴς, ὁ ὁποῖος εἰργάσθη μετ' αὐταπαρνήσεως πρὸς ἀνασύνταξιν τοῦ Ρωσσικοῦ στρατοῦ διὰ νὰ τὸν ὁδηγήσῃ εἰς τὸ θέατρον τοῦ νέου πολέμου. — [16, 499, 348, 562]
theatre-head: ΘΕΑΤΡΑ — [16, 1135, 348, 1152]
ad-tsoutsou-2 — [362, 1208, 582, 1276]
ad5-brand: ΤΣΟΥΤΣΟΥ — [386, 1004, 558, 1036]
ad2-addr: Σταδίου 45 Β. — [440, 560, 504, 573]
prosfyges-p1: Ἀκολούθως οἱ κ. κ. Ὑπουργοὶ συνεζήτησαν ἐπὶ τῶν προσφύγων καὶ ἐνέκριναν πιστώσεις διὰ τὴν περίθαλψιν καὶ τὴν μεταφορὰν αὐτῶν εἰς τὰς ἐπαρχίας. Τὸ ζήτημα ἐπίσης τῆς περιθάλψεως τῶν προσφύγων ἀπησχόλησε τὸ Συμβούλιον ἐπὶ μακρόν. — [840, 1396, 1078, 1492]
war-col-4 — [1332, 238, 1582, 830]
ad7-name: Ι. ΠΟΥΜΠΟΥΡΑΣ — [405, 1113, 539, 1133]
left-poem: Ἐπέτειος καὶ πόλις τῆς μάχης τοῦ Κιλκὶς, ἐνθύμησις μεγάλη νίκης ἑλληνικῆς, κ' ἐβγῆκε ὅπου καὶ δὲν τῆς Παναγιᾶς ἡ ἐπιλογὴ, νίκης, χρυσῆς δόξης, θυσίαι τοῦ Κιλκὶς. — [38, 948, 326, 995]
ad5-left: Καλάθια ἐξοχῶν — [367, 976, 444, 989]
pol-c1-p2: Τὸ Ὑπουργικὸν Συμβούλιον μετὰ τὴν ἠγγέλθη ὅτι τῆς ἐπιβάσεως τῆς καταστάσεως, ἀπεφάσισε τὴν προσωρινὴν ἀναβολὴν τῆς συγκλήσεως τῆς Βουλῆς, ὅπως πρὸ πάντων ἐπιληφθῇ τῶν ζητημάτων. Οἱ κ. κ. Ὑπουργοὶ ἐν ἀρχῇ ἐγνωμάτευσαν ὅπως ἐξετασθοῦν ἅμα τῆς ἀφίξεως τοῦ κ. Γούναρη. — [840, 1258, 1078, 1369]
left-p7: Τὸ γεγονὸς τῆς βαπτίσεως τῆς νέας Βασιλοπούλας τὰς τοῦ εἰς τὴν ὁδὸν τῶν Βασιλοπούλας, ὅταν εἶδε διαδοθεῖ εἰς τὴν πόλιν, ἦτο τοιαύτη ὥστε πολλοὶ εὐθὺς ἐγένοντο ἀνάδοχοι. — [16, 786, 348, 833]
war-col-1 — [594, 238, 832, 830]
mid-h1-sub: ΠΡΟΣ ΤΗΝ ΙΑΣΙΝ — [594, 895, 832, 916]
masthead — [20, 0, 1580, 44]
ad-paneyyinion — [362, 260, 582, 454]
ad12-sub: Γραβάτες chic.— Ἐργοστάσιον — [402, 1734, 542, 1747]
pol-c2-p1: τῶν ἐξετάσθη διὰ μακρῶν ἀπὸ τὰ οἰκονομικὰ αὐτοῦ ἀπόψεως. Ὁ κ. Ὑπουργὸς τῶν Ἐσωτερικῶν εἰσηγήθη διὰ μακρῶν τοῦ Συμβουλίου τὰ οἰκονομικὰ ζητήματα ἐπὶ τῆς προετοιμασίας τῆς Βουλῆς. Ἀπεφάσθη δὲ καὶ ὅτι ἡ Κυβέρνησις θὰ παρουσιασθῇ εἰς τὴν Βουλὴν ἐπὶ τοῦ Ὑπουργείου. Ἡ Κυβέρνησις τοῦ κ. Βενιζέλου ἐξεύρει ὅτι μὲ τὴν προϋπολογισμὸν νὰ ἐγκρίνῃ καὶ ψηφίσῃ. Οἱ κ. κ. Ὑπουργοὶ ἐπὶ τῶν Ἐσωτερικῶν ἐπὶ τῆς Οἰκονομικῶν καὶ Στρατιωτικῶν ἔδωσαν τὰς ἐκθέσεις των. — [1086, 1039, 1324, 1231]
left-dialogue: — Ἡ μαγνησία ποὺ ἦτο ἐκεῖ... — Μωρὲ τὶ λέτε; Ἐκεῖ τὸ θέλω καὶ τὴν κυρία Βασίλισσα. — Τί ἤταν; τὸν ἐρωτοῦν. — Θέλω νὰ φιλήσω τὴν Κατερινοῦλα! — Καὶ γιατί; — Εἶμαι νονός της! — [16, 837, 348, 884]
ad-psygeia — [362, 619, 582, 973]
mid-h2: Η ΑΠΟΜΑΚΡΥΝΣΙΣ ΤΟΝ ΕΛΛΗΝΩΝ ΥΠΑΛΛΗΛΩΝ ΤΟΥ ΜΟΥΔΡΟΥ — [596, 1225, 830, 1259]
mid-p3: Ἡ χθεσινὴ θερμοκρασία ἐξεδόθη ὡς ἑξῆς ὑπὸ τῶν ἰατρῶν: Ὁ Βασιλεὺς ὑγιής. Ἐσημειώθη ὅτι χθὲς π. μ. θερμοκρασία 36.8. Σφυγμοὶ 92. Ἀναπνοαὶ 16. — [594, 1149, 832, 1212]
left-p1: Τὸ γεῦμα τοῦ ἐν Ἀθήναις δικηγορικοῦ συλλόγου, ἐπὶ τῇ ἀναρρώσει τοῦ Βασιλέως, καὶ διὰ τὸν μέγαν ἀριθμὸν τῶν μετασχόντων εἰς αὐτό καὶ διὰ τὰ πλεῖστα τὰ ὁποῖα ὡς ἐπὶ τὸ πλεῖστον μεγάλων ἐρωτήσεων καὶ διὰ τὰ λεχθέντα κατ' αὐτὸ καὶ διὰ τὰ τηλεγραφηθέντα κατόπιν, ἀπετέλεσε μίαν ἐπιβλητικὴν τῆς συμπνοίας, τῆς ὁμοφωνίας καὶ τῆς ἐξαιρετικῆς ἀφοσιώσεως τοῦ δικηγορικοῦ σώματος, ὅπερ διὰ τόσον πανηγυρικοῦ τρόπου ἐξέφρασε τὴν ἀφοσίωσιν τοῦ πρὸς τὸν Βασιλέα καὶ τὴν μεγάλην χαρὰν του διὰ τὸ γεγονὸς τῆς ἀναρρώσεώς Του. — [16, 107, 348, 250]
ad11-head: ΚΛΙΝΙΚΗ — [444, 1468, 500, 1483]
ad7-text: 8—10 π. μ. 3—5 μ. μ. Σίλωνος 146. Τηλέφωνον 127. — [392, 1134, 552, 1161]
ad11-title: ΜΕΤΑΦΡΟΔΙΣΙΩΝ ΝΟΣΗΜΑΤΩΝ — [409, 1483, 535, 1519]
ad4-phone: Ἀριθ. τηλεφώνου 885. — [422, 955, 522, 968]
ad4-text: Εἰς τὸ ἐκλεκτοπώλειον — [419, 914, 525, 927]
mid-p2: Ἥδη ὁ εἶτα Ἀκαρδιώνην τρόπος ἀντέχει καὶ διαπιστώθη ὑγιῶς καὶ ὑπὸ ἀρχὰς. Ἡ θερμοκρασία βαθέως κανονικὴ. Ἡ ἐπαγρύπνησις τῶν Ἰατρῶν συνεχίζει ἐν τούτοις. Ἐν φυσιολογικῷ καὶ ἀνετωτέρῳ βίῳ. Ἡ ἔκθεσις τῶν ἰατρῶν ὑπεγράφη ὑπὸ τοῦ κ. Μαγαλοπούλου. — [594, 1034, 832, 1146]
ad4-title: ΨΥΓΕΙΑ ΑΓΓΛΙΚΑ ΑΦΙΧΘΗΣΑΝ — [398, 623, 546, 666]
